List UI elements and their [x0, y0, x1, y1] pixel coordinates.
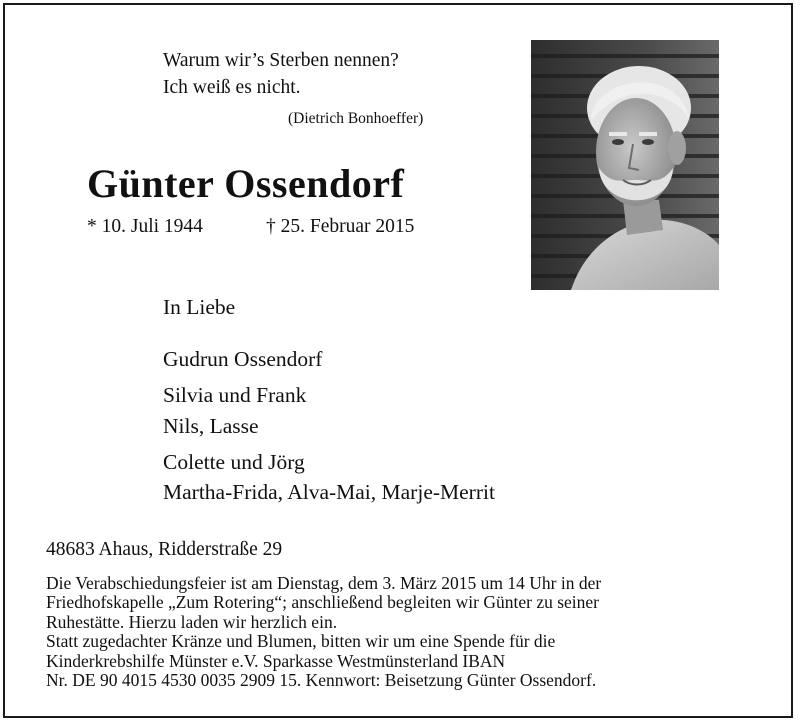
notice-line: Friedhofskapelle „Zum Rotering“; anschließend begleiten wir Günter zu seiner: [46, 592, 600, 613]
mourner-line: Colette und Jörg: [163, 450, 305, 474]
deceased-name: Günter Ossendorf: [87, 161, 405, 206]
quote-attribution: (Dietrich Bonhoeffer): [288, 110, 424, 127]
notice-line: Kinderkrebshilfe Münster e.V. Sparkasse Westmünsterland IBAN: [46, 650, 506, 671]
mourner-line: Martha-Frida, Alva-Mai, Marje-Merrit: [163, 480, 495, 504]
portrait-photo: [531, 40, 719, 290]
mourner-line: Nils, Lasse: [163, 414, 259, 438]
notice-line: Statt zugedachter Kränze und Blumen, bitten wir um eine Spende für die: [46, 631, 556, 652]
funeral-notice: [46, 574, 746, 690]
mourner-line: Silvia und Frank: [163, 383, 307, 407]
notice-line: Die Verabschiedungsfeier ist am Dienstag, dem 3. März 2015 um 14 Uhr in der: [46, 573, 602, 593]
death-date: † 25. Februar 2015: [266, 216, 415, 237]
quote-line-2: Ich weiß es nicht.: [163, 77, 301, 98]
mourners-intro: In Liebe: [163, 295, 236, 319]
birth-date: * 10. Juli 1944: [87, 216, 203, 237]
notice-line: Ruhestätte. Hierzu laden wir herzlich ein.: [46, 611, 338, 632]
notice-line: Nr. DE 90 4015 4530 0035 2909 15. Kennwort: Beisetzung Günter Ossendorf.: [46, 670, 597, 691]
mourner-line: Gudrun Ossendorf: [163, 347, 323, 371]
quote-line-1: Warum wir’s Sterben nennen?: [163, 50, 399, 71]
address: 48683 Ahaus, Ridderstraße 29: [46, 539, 283, 560]
